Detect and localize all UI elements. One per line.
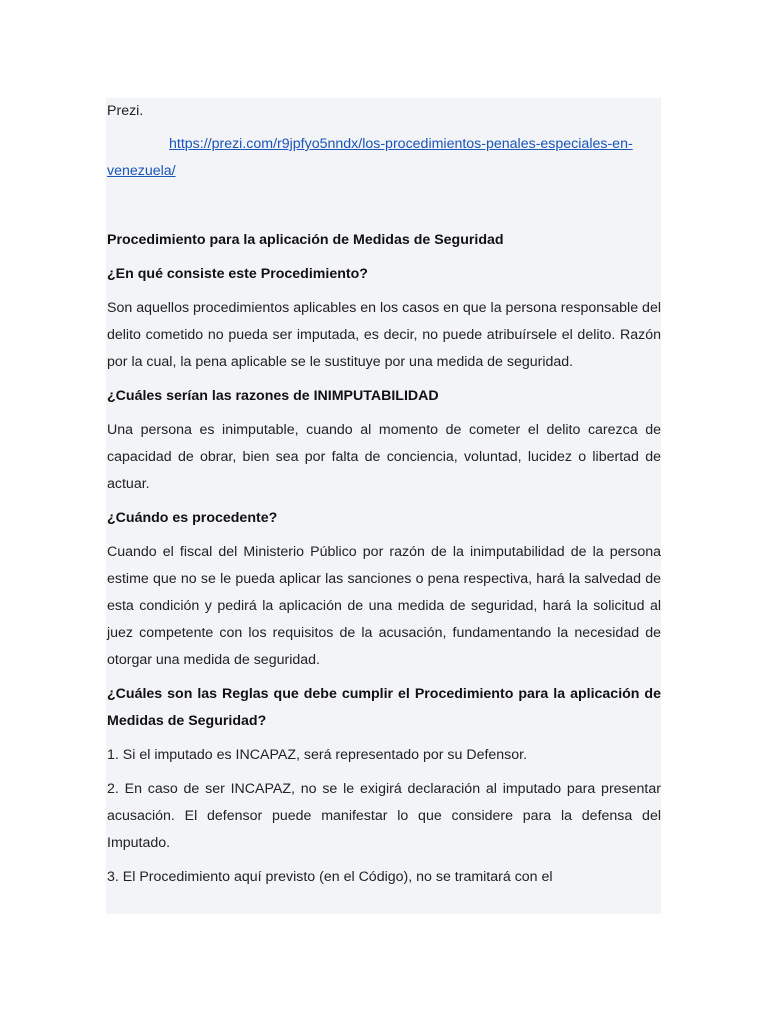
paragraph-1: Son aquellos procedimientos aplicables en los casos en que la persona responsable del delito cometido no pueda ser imputada, es decir, no puede atribuírsele el delito. Razón por la cual, la pena aplicable se le sustituye por una medida de seguridad. bbox=[107, 300, 661, 370]
question-heading-4: ¿Cuáles son las Reglas que debe cumplir el Procedimiento para la aplicación de Medidas de Seguridad? bbox=[107, 686, 661, 729]
document-body bbox=[107, 98, 661, 891]
question-heading-3: ¿Cuándo es procedente? bbox=[107, 510, 278, 526]
rule-2: 2. En caso de ser INCAPAZ, no se le exigirá declaración al imputado para presentar acusación. El defensor puede manifestar lo que considere para la defensa del Imputado. bbox=[107, 781, 661, 851]
question-heading-2: ¿Cuáles serían las razones de INIMPUTABILIDAD bbox=[107, 388, 439, 404]
prezi-link[interactable]: https://prezi.com/r9jpfyo5nndx/los-procedimientos-penales-especiales-en-venezuela/ bbox=[107, 136, 633, 179]
paragraph-3: Cuando el fiscal del Ministerio Público por razón de la inimputabilidad de la persona estime que no se le pueda aplicar las sanciones o pena respectiva, hará la salvedad de esta condición y pedirá la aplicación de una medida de seguridad, hará la solicitud al juez competente con los requisitos de la acusación, fundamentando la necesidad de otorgar una medida de seguridad. bbox=[107, 544, 661, 668]
lead-text: Prezi. bbox=[107, 103, 144, 119]
rule-3: 3. El Procedimiento aquí previsto (en el Código), no se tramitará con el bbox=[107, 869, 553, 885]
main-heading: Procedimiento para la aplicación de Medidas de Seguridad bbox=[107, 232, 504, 248]
link-paragraph bbox=[107, 131, 661, 185]
rule-1: 1. Si el imputado es INCAPAZ, será representado por su Defensor. bbox=[107, 747, 528, 763]
document-content-block bbox=[106, 98, 661, 914]
question-heading-1: ¿En qué consiste este Procedimiento? bbox=[107, 266, 368, 282]
paragraph-2: Una persona es inimputable, cuando al momento de cometer el delito carezca de capacidad de obrar, bien sea por falta de conciencia, voluntad, lucidez o libertad de actuar. bbox=[107, 422, 661, 492]
